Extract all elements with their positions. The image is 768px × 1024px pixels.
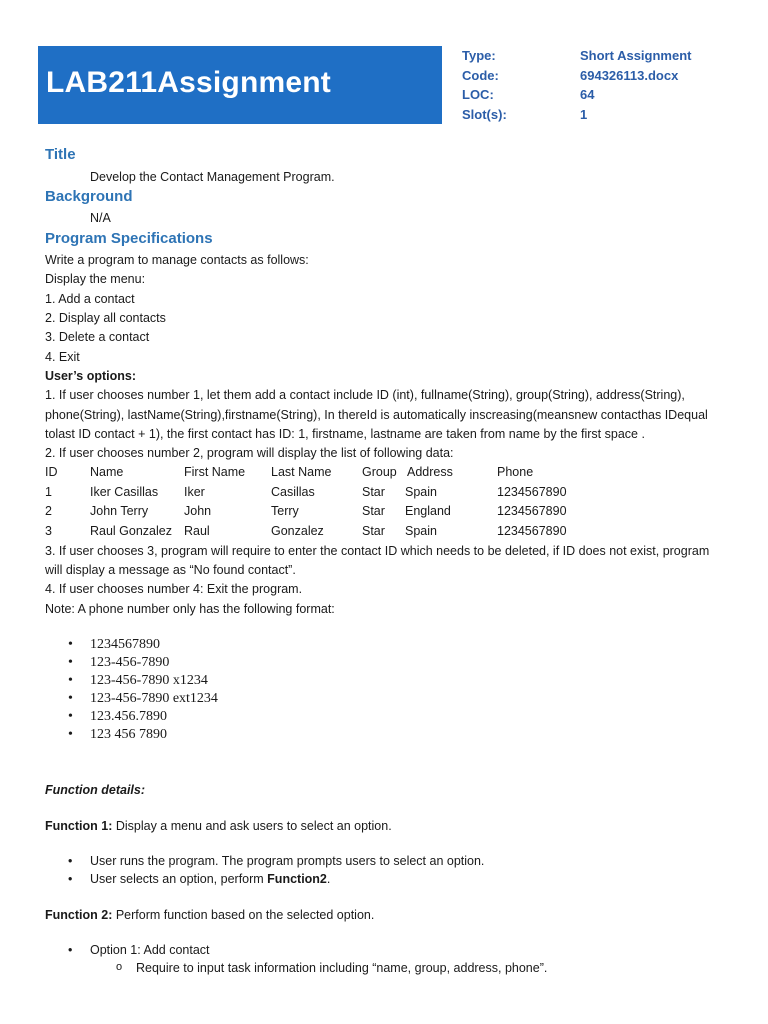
function2-text: Perform function based on the selected option. — [112, 908, 375, 922]
function1-line — [45, 819, 392, 834]
table-cell: Star — [362, 523, 385, 538]
bullet-icon: • — [68, 709, 73, 724]
function1-label: Function 1: — [45, 819, 113, 833]
option1-line2: phone(String), lastName(String),firstname(String), In thereId is automatically inscreasing(meansnew contacthas IDequal — [45, 408, 708, 422]
table-cell: Casillas — [271, 484, 315, 499]
background-heading: Background — [45, 188, 133, 205]
phone-note: Note: A phone number only has the following format: — [45, 602, 335, 616]
background-text: N/A — [90, 211, 111, 225]
bullet-icon: • — [68, 943, 73, 957]
title-text: Develop the Contact Management Program. — [90, 170, 335, 184]
spec-intro: Write a program to manage contacts as follows: — [45, 253, 309, 267]
meta-key: Slot(s): — [462, 106, 507, 122]
table-cell: Raul Gonzalez — [90, 523, 172, 538]
table-cell: John — [184, 504, 212, 518]
table-cell: Gonzalez — [271, 523, 324, 538]
list-item: • 123-456-7890 — [68, 655, 170, 670]
table-cell: Terry — [271, 504, 299, 518]
table-cell: 2 — [45, 504, 52, 518]
option1-line1: 1. If user chooses number 1, let them add a contact include ID (int), fullname(String), group(String), address(String), — [45, 388, 685, 402]
bullet-icon: • — [68, 727, 73, 742]
table-cell: Star — [362, 504, 385, 518]
title-banner — [38, 46, 442, 124]
table-cell: John Terry — [90, 504, 149, 518]
function1-text: Display a menu and ask users to select an option. — [112, 819, 392, 833]
phone-format-list — [68, 637, 668, 745]
table-cell: 1234567890 — [497, 504, 567, 518]
table-header: Last Name — [271, 465, 332, 479]
meta-table — [462, 48, 752, 126]
function2-line — [45, 908, 374, 923]
table-cell: Iker — [184, 484, 205, 499]
bullet-icon: • — [68, 673, 73, 688]
table-cell: 3 — [45, 523, 52, 538]
table-cell: Star — [362, 484, 385, 499]
function2-label: Function 2: — [45, 908, 113, 922]
table-cell: England — [405, 504, 451, 518]
meta-value: Short Assignment — [580, 48, 692, 63]
list-item: • 123-456-7890 x1234 — [68, 673, 208, 688]
meta-key: LOC: — [462, 87, 494, 102]
table-cell: Iker Casillas — [90, 484, 159, 499]
table-header: Phone — [497, 465, 534, 479]
table-header: Group — [362, 465, 397, 479]
table-cell: 1234567890 — [497, 523, 567, 538]
menu-item: 2. Display all contacts — [45, 311, 166, 325]
document-title: LAB211Assignment — [46, 66, 331, 99]
bullet-icon: • — [68, 872, 73, 886]
menu-item: 1. Add a contact — [45, 292, 135, 306]
option4-text: 4. If user chooses number 4: Exit the program. — [45, 582, 303, 596]
circle-bullet-icon: o — [116, 961, 123, 973]
list-item: • 123.456.7890 — [68, 709, 167, 724]
bullet-icon: • — [68, 854, 73, 868]
menu-item: 3. Delete a contact — [45, 330, 150, 344]
table-cell: Spain — [405, 484, 437, 499]
table-header: Name — [90, 465, 124, 479]
meta-value: 694326113.docx — [580, 67, 679, 83]
bullet-icon: • — [68, 655, 73, 670]
meta-row-slots — [462, 107, 752, 127]
option2-text: 2. If user chooses number 2, program will display the list of following data: — [45, 446, 454, 460]
users-options-label: User’s options: — [45, 369, 136, 383]
option3-line1: 3. If user chooses 3, program will require to enter the contact ID which needs to be deleted, if ID does not exist, program — [45, 544, 710, 558]
option1-line3: tolast ID contact + 1), the first contact has ID: 1, firstname, lastname are taken from name by the first space . — [45, 427, 645, 441]
list-item: • 123 456 7890 — [68, 727, 167, 742]
table-header: ID — [45, 465, 58, 479]
table-cell: 1234567890 — [497, 484, 567, 499]
meta-key: Code: — [462, 67, 499, 83]
meta-row-type — [462, 48, 752, 68]
table-cell: Spain — [405, 523, 437, 538]
title-heading: Title — [45, 146, 76, 163]
table-header: Address — [407, 465, 453, 479]
spec-heading: Program Specifications — [45, 230, 213, 247]
table-cell: 1 — [45, 484, 52, 499]
meta-value: 1 — [580, 106, 588, 122]
function-details-heading: Function details: — [45, 783, 145, 797]
meta-key: Type: — [462, 48, 496, 63]
meta-row-code — [462, 68, 752, 88]
list-item: • 123-456-7890 ext1234 — [68, 691, 218, 706]
list-item: • 1234567890 — [68, 637, 160, 652]
option3-line2: will display a message as “No found contact”. — [45, 563, 296, 577]
table-cell: Raul — [184, 523, 210, 538]
table-header: First Name — [184, 465, 246, 479]
bullet-icon: • — [68, 691, 73, 706]
display-menu-text: Display the menu: — [45, 272, 146, 286]
meta-value: 64 — [580, 87, 595, 102]
meta-row-loc — [462, 87, 752, 107]
bullet-icon: • — [68, 637, 73, 652]
menu-item: 4. Exit — [45, 350, 80, 364]
